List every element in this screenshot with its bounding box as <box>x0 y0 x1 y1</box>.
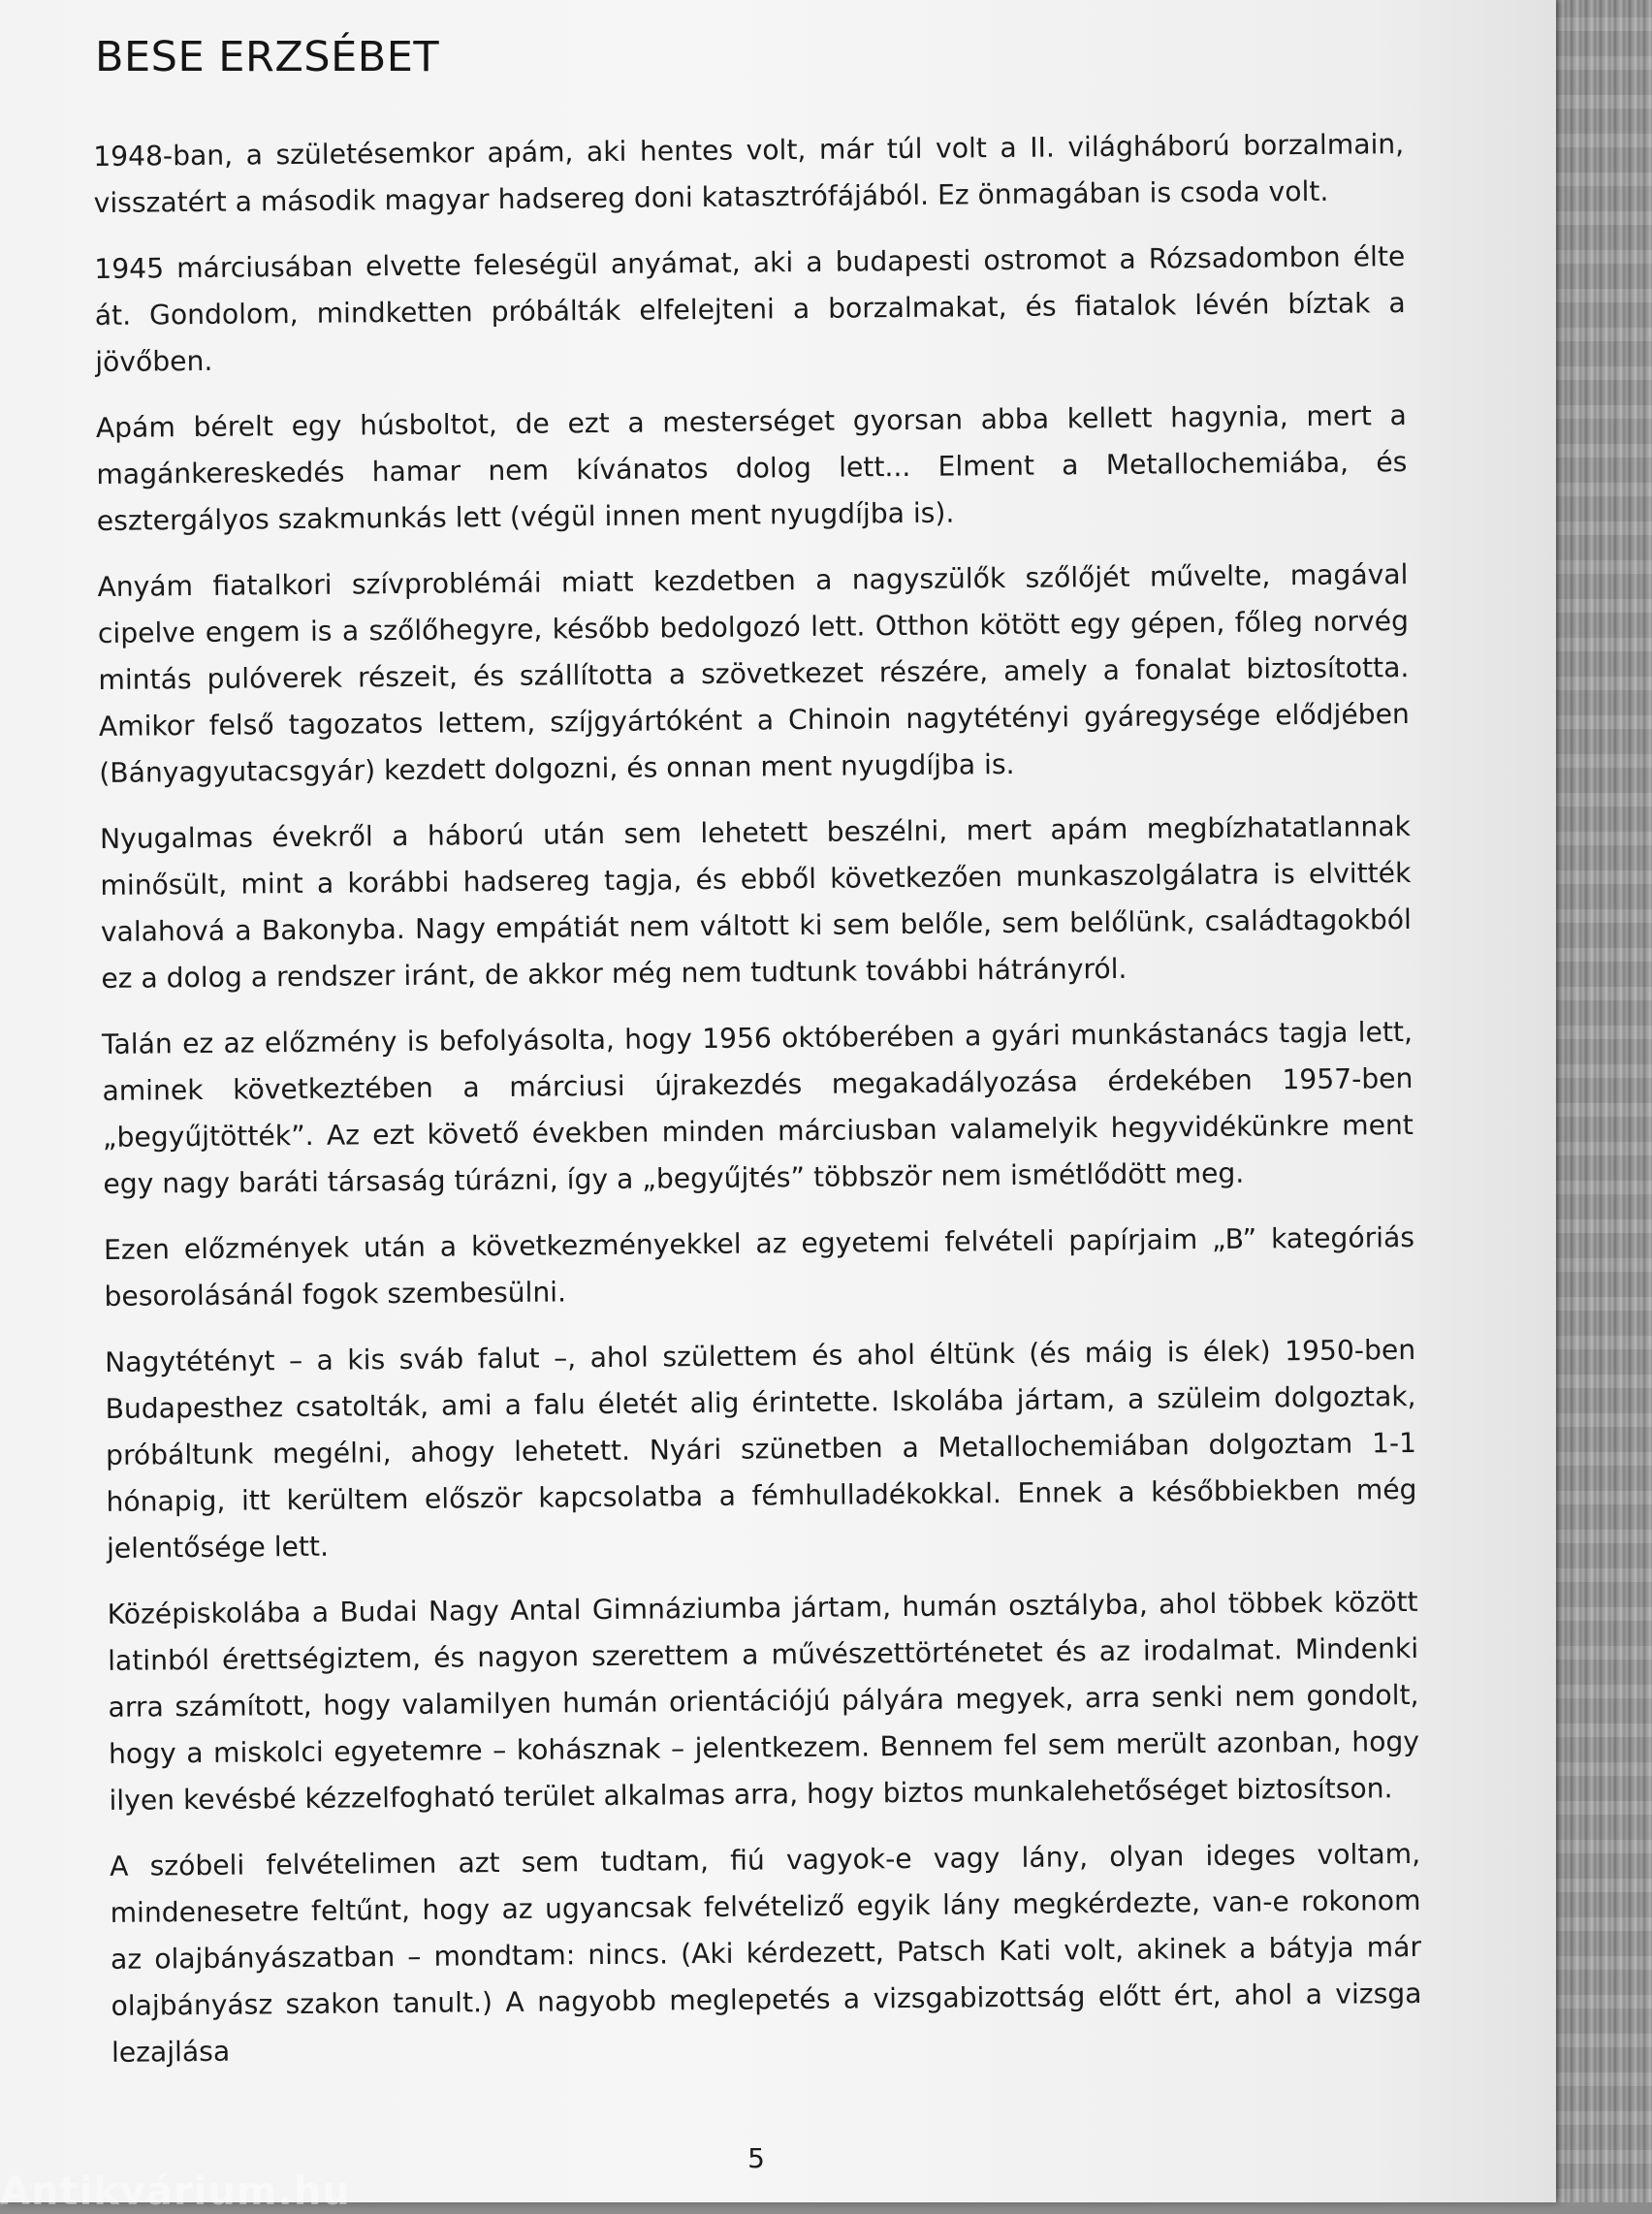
paragraph: A szóbeli felvételimen azt sem tudtam, fiú vagyok-e vagy lány, olyan ideges voltam, mindenesetre feltűnt, hogy az ugyancsak felvételiző egyik lány megkérdezte, van-e rokonom az olajbányászatban – mondtam: nincs. (Aki kérdezett, Patsch Kati volt, akinek a bátyja már olajbányász szakon tanult.) A nagyobb meglepetés a vizsgabizottság előtt ért, ahol a vizsga lezajlása <box>110 1837 1422 2069</box>
paragraph: Középiskolába a Budai Nagy Antal Gimnáziumba jártam, humán osztályba, ahol többek között latinból érettségiztem, és nagyon szerettem a művészettörténetet és az irodalmat. Mindenki arra számított, hogy valamilyen humán orientációjú pályára megyek, arra senki nem gondolt, hogy a miskolci egyetemre – kohásznak – jelentkezem. Bennem fel sem merült azonban, hogy ilyen kevésbé kézzelfogható terület alkalmas arra, hogy biztos munkalehetőséget biztosítson. <box>107 1585 1420 1817</box>
paragraph: Nyugalmas évekről a háború után sem lehetett beszélni, mert apám megbízhatatlannak minősült, mint a korábbi hadsereg tagja, és ebből következően munkaszolgálatra is elvitték valahová a Bakonyba. Nagy empátiát nem váltott ki sem belőle, sem belőlünk, családtagokból ez a dolog a rendszer iránt, de akkor még nem tudtunk további hátrányról. <box>99 809 1413 995</box>
watermark: Antikvárium.hu <box>0 2169 351 2214</box>
paragraph: Apám bérelt egy húsboltot, de ezt a mesterséget gyorsan abba kellett hagynia, mert a magánkereskedés hamar nem kívánatos dolog lett... Elment a Metallochemiába, és esztergályos szakmunkás lett (végül innen ment nyugdíjba is). <box>95 399 1408 537</box>
body-text <box>93 121 1422 2096</box>
paragraph: Ezen előzmények után a következményekkel az egyetemi felvételi papírjaim „B” kategóriás besorolásánál fogok szembesülni. <box>103 1220 1415 1313</box>
paragraph: 1948-ban, a születésemkor apám, aki hentes volt, már túl volt a II. világháború borzalmain, visszatért a második magyar hadsereg doni katasztrófájából. Ez önmagában is csoda volt. <box>93 128 1405 219</box>
book-edge-background <box>1545 0 1652 2202</box>
paragraph: Anyám fiatalkori szívproblémái miatt kezdetben a nagyszülők szőlőjét művelte, magával cipelve engem is a szőlőhegyre, később bedolgozó lett. Otthon kötött egy gépen, főleg norvég mintás pulóverek részeit, és szállította a szövetkezet részére, amely a fonalat biztosította. Amikor felső tagozatos lettem, szíjgyártóként a Chinoin nagytétényi gyáregysége elődjében (Bányagyutacsgyár) kezdett dolgozni, és onnan ment nyugdíjba is. <box>97 558 1410 789</box>
paragraph: Nagytétényt – a kis sváb falut –, ahol születtem és ahol éltünk (és máig is élek) 1950-ben Budapesthez csatolták, ami a falu életét alig érintette. Iskolába jártam, a szüleim dolgoztak, próbáltunk megélni, ahogy lehetett. Nyári szünetben a Metallochemiában dolgoztam 1-1 hónapig, itt kerültem először kapcsolatba a fémhulladékokkal. Ennek a későbbiekben még jelentősége lett. <box>105 1333 1417 1565</box>
paragraph: Talán ez az előzmény is befolyásolta, hogy 1956 októberében a gyári munkástanács tagja lett, aminek következtében a márciusi újrakezdés megakadályozása érdekében 1957-ben „begyűjtötték”. Az ezt követő években minden márciusban valamelyik hegyvidékünkre ment egy nagy baráti társaság túrázni, így a „begyűjtés” többször nem ismétlődött meg. <box>101 1015 1414 1200</box>
page-number: 5 <box>747 2142 765 2174</box>
paragraph: 1945 márciusában elvette feleségül anyámat, aki a budapesti ostromot a Rózsadombon élte át. Gondolom, mindketten próbálták elfelejteni a borzalmakat, és fiatalok lévén bíztak a jövőben. <box>94 240 1406 378</box>
page-title: BESE ERZSÉBET <box>95 33 440 81</box>
